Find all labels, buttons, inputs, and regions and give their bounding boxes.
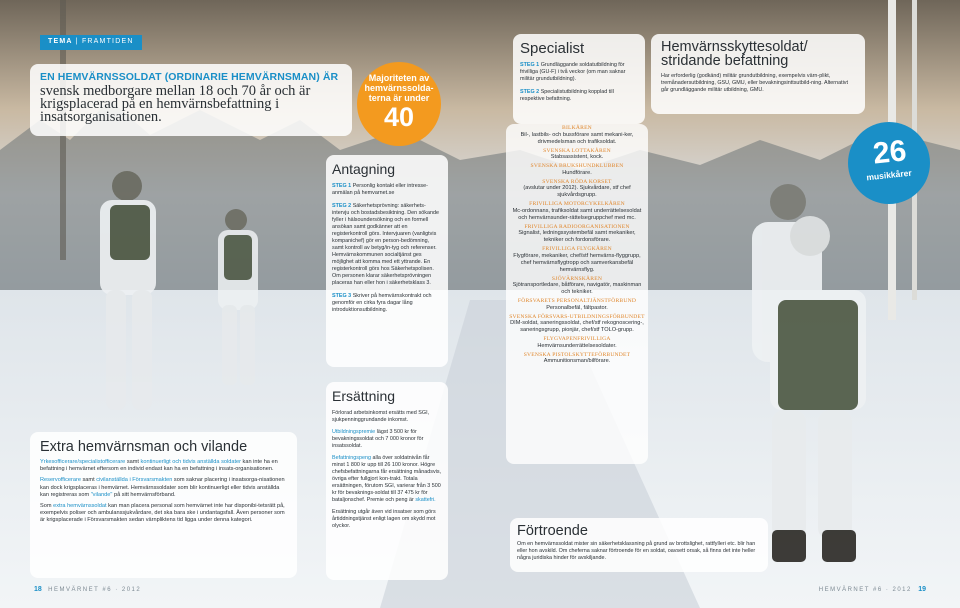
frivilliga-item-desc: Flygförare, mekaniker, chef/stf hemvärns-flyggrupp, chef hemvärnsflygtropp och samverkansbefäl hemvärnsflyg.: [513, 252, 641, 273]
frivilliga-item-name: BILKÅREN: [562, 125, 592, 131]
page-number-left: 18: [34, 586, 42, 593]
frivilliga-item-desc: Hemvärnsunderrättelsesoldater.: [537, 342, 617, 349]
frivilliga-item-name: FRIVILLIGA MOTORCYKELKÅREN: [529, 201, 625, 207]
frivilliga-item-name: FRIVILLIGA FLYGKÅREN: [542, 246, 612, 252]
frivilliga-item: [509, 298, 645, 312]
fortroende-title: Förtroende: [517, 523, 588, 539]
frivilliga-item-desc: Mc-ordonnans, trafiksoldat samt underrättelsesoldat och hemvärnsunder-rättelsegruppchef med mc.: [512, 207, 642, 221]
frivilliga-item-desc: Sjötransportledare, båtförare, navigatör, maskinman och tekniker.: [512, 282, 642, 295]
frivilliga-item-name: FÖRSVARETS PERSONALTJÄNSTFÖRBUND: [517, 298, 637, 304]
frivilliga-item: [509, 336, 645, 350]
frivilliga-item-name: FLYGVAPENFRIVILLIGA: [543, 336, 611, 342]
hemvarnsskytt-panel: [651, 34, 865, 114]
extra-title: Extra hemvärnsman och vilande: [40, 439, 248, 455]
hemvarnsskytt-title: Hemvärnsskyttesoldat/ stridande befattning: [661, 39, 808, 69]
fortroende-body: Om en hemvärnssoldat mister sin säkerhetsklassning på grund av brottslighet, rattfylleri etc. blir han eller hon avskild. Om cheferna saknar förtroende för en soldat, oavsett orsak, så finns det inte heller några juridiska hinder för avskiljande.: [517, 541, 756, 561]
specialist-panel: [513, 34, 645, 124]
theme-tag: TEMA | FRAMTIDEN: [40, 35, 142, 50]
frivilliga-item: [509, 125, 645, 146]
footer-right-text: HEMVÄRNET #6 · 2012: [818, 587, 912, 593]
ersattning-insats: Ersättning utgår även vid insatser som görs årtiddningstjänst enligt lagen om skydd mot olyckor.: [332, 509, 436, 529]
ersattning-premium: Utbildningspremie lägst 3 500 kr för bevakningssoldat och 7 000 kronor för insatssoldat.: [332, 429, 424, 449]
footer-right: [819, 586, 926, 593]
footer-left-text: HEMVÄRNET #6 · 2012: [48, 587, 142, 593]
frivilliga-item: [509, 148, 645, 162]
frivilliga-item: [509, 224, 645, 245]
theme-name: FRAMTIDEN: [81, 38, 134, 45]
frivilliga-item-desc: Bil-, lastbils- och bussförare samt mekani-ker, drivmedelsman och trafiksoldat.: [520, 131, 634, 145]
frivilliga-item: [509, 201, 645, 222]
frivilliga-item-name: SVENSKA PISTOLSKYTTEFÖRBUNDET: [523, 351, 631, 358]
extra-para: Reservofficerare samt civilanställda i Försvarsmakten som saknar placering i insatsorga-nisationen kan dock krigsplaceras i hemvärnet. Hemvärnssoldater som blir kontinuerligt eller tidvis anställda kan registreras som "vilande" på sitt hemvärnsförband.: [40, 477, 285, 498]
music-badge-number: 26: [871, 134, 909, 171]
frivilliga-item-desc: Ammunitionsman/bilförare.: [543, 358, 611, 364]
antagning-step: STEG 1 Personlig kontakt eller intresse-anmälan på hemvarnet.se: [332, 183, 428, 196]
antagning-step: STEG 3 Skriver på hemvärnskontrakt och genomför en cirka fyra dagar lång introduktionsutbildning.: [332, 293, 432, 313]
hemvarnsskytt-body: Har erforderlig (godkänd) militär grundutbildning, exempelvis värn-plikt, tremånadersutbildning, GSU, GMU, eller bevakningsinttsutbild-ning. Alternativt går grundläggande militär utbildning, GMU.: [661, 73, 848, 93]
frivilliga-item-name: FRIVILLIGA RADIOORGANISATIONEN: [524, 223, 630, 230]
ersattning-title: Ersättning: [332, 388, 396, 404]
theme-label: TEMA: [48, 38, 73, 45]
frivilliga-item: [509, 352, 645, 366]
frivilliga-item: [509, 163, 645, 177]
ersattning-allowance: Befattningspeng alla över soldatnivån får minst 1 800 kr upp till 26 100 kronor. Högre chefsbefattningarna får ersättning månadsvis, övriga efter fullgjort kon-trakt. Totala ersättningen, förutom SGI, varierar från 3 500 kr för bevaknings-soldat till 37 475 kr för bataljonschef. Premie och peng är skattefri.: [332, 455, 442, 503]
frivilliga-item-desc: Signalist, ledningssystembefäl samt mekaniker, tekniker och fordonsförare.: [518, 230, 636, 243]
frivilliga-item-desc: DIM-soldat, saneringssoldat, chef/stf rekognoscering-, saneringsgrupp, pionjär, chef/stf TOLO-grupp.: [510, 320, 644, 333]
intro-body: svensk medborgare mellan 18 och 70 år och är krigsplacerad på en hemvärnsbefattning i insatsorganisationen.: [40, 83, 311, 125]
age-badge-number: 40: [383, 102, 415, 132]
extra-para: Yrkesofficerare/specialistofficerare samt kontinuerligt och tidvis anställda soldater kan inte ha en befattning i hemvärnet eftersom en individ endast kan ha en befattning i insats-organisationen.: [40, 459, 278, 473]
age-badge-text: Majoriteten av hemvärnssolda-terna är under: [364, 73, 434, 103]
music-badge: [848, 122, 930, 204]
frivilliga-item-name: SJÖVÄRNSKÅREN: [551, 275, 603, 282]
antagning-step: STEG 2 Säkerhetsprövning: säkerhets-intervju och bostadsbesiktning. Den sökande fyller i hälsoundersökning och en formell ansökan samt godkänner att en registerkontroll görs. Intervjuaren (vanligtvis kompanichef) gör en person-bedömning, samt kontroll av betyg/in-tyg och referenser. Hemvärnskommunen socialtjänst ges möjlighet att komma med ett yttrande. En registerkontroll görs hos Säkerhetspolisen. Om personen klarar säkerhetsprövningen placeras han eller hon i säkerhetsklass 3.: [332, 203, 439, 286]
frivilliga-item: [509, 276, 645, 297]
frivilliga-item: [509, 179, 645, 200]
specialist-step: STEG 2 Specialistutbildning kopplad till respektive befattning.: [520, 89, 614, 102]
frivilliga-item-name: SVENSKA BRUKSHUNDKLUBBEN: [530, 163, 624, 169]
frivilliga-list: [506, 124, 648, 464]
intro-panel: [30, 64, 352, 136]
fortroende-panel: [510, 518, 768, 572]
frivilliga-item-name: SVENSKA LOTTAKÅREN: [543, 147, 611, 154]
age-badge: [357, 62, 441, 146]
frivilliga-item-desc: Hundförare.: [562, 169, 592, 176]
extra-para: Som extra hemvärnssoldat kan man placera personal som hemvärnet inte har disponibi-tetsrätt på, exempelvis poliser och ambulanssjukvårdare, det ska bara ske i undantagsfall. Även personer som är krigsplacerade i Försvarsmakten sedan värnpliktens tid ligga under denna kategori.: [40, 503, 285, 524]
frivilliga-item-desc: Personalbefäl, fältpastor.: [546, 304, 608, 311]
specialist-step: STEG 1 Grundläggande soldatutbildning för frivilliga (GU-F) i två veckor (om man saknar militär grundutbildning).: [520, 62, 626, 82]
frivilliga-item-desc: (avslutar under 2012). Sjukvårdare, stf chef sjukvårdsgrupp.: [523, 185, 631, 198]
antagning-panel: [326, 155, 448, 367]
ersattning-panel: [326, 382, 448, 580]
music-badge-label: musikkårer: [865, 167, 913, 183]
frivilliga-item: [509, 314, 645, 335]
page-number-right: 19: [918, 586, 926, 593]
frivilliga-item: [509, 246, 645, 274]
antagning-title: Antagning: [332, 161, 396, 177]
frivilliga-item-name: SVENSKA FÖRSVARS-UTBILDNINGSFÖRBUNDET: [509, 313, 645, 320]
intro-heading: EN HEMVÄRNSSOLDAT (ORDINARIE HEMVÄRNSMAN) ÄR: [40, 71, 339, 83]
ersattning-intro: Förlorad arbetsinkomst ersätts med SGI, sjukpenninggrundande inkomst.: [332, 410, 430, 423]
extra-panel: [30, 432, 297, 578]
specialist-title: Specialist: [520, 40, 585, 57]
footer-left: [34, 586, 141, 593]
frivilliga-item-name: SVENSKA RÖDA KORSET: [542, 178, 612, 185]
frivilliga-item-desc: Stabsassistent, kock.: [550, 154, 604, 160]
